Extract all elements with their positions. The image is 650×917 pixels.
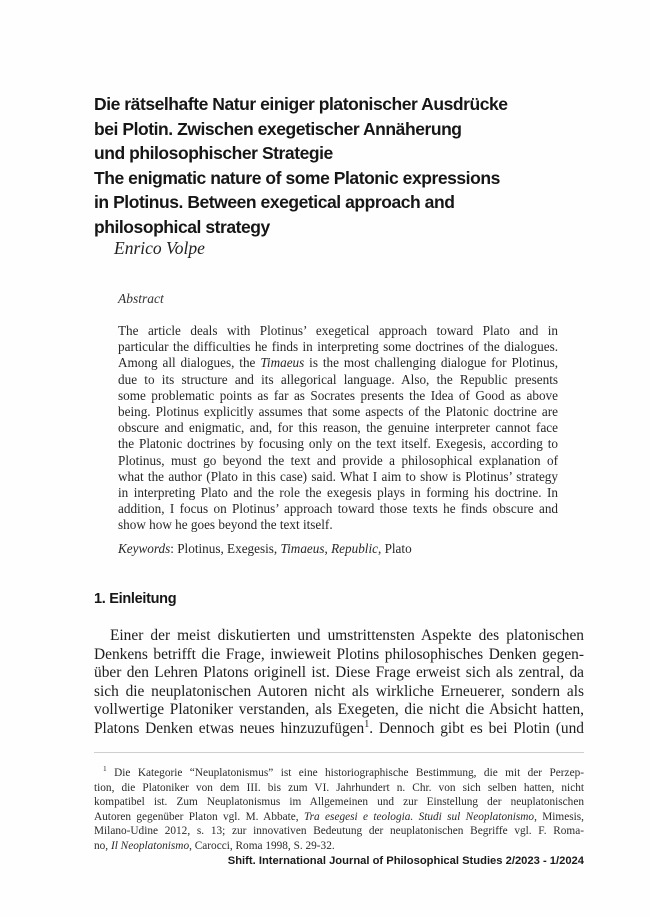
abstract-line: addition, I focus on Plotinus’ approach toward those texts he finds obscure and [118,501,558,517]
footnote-line: kompatibel ist. Zum Neuplatonismus im Allgemeinen und zur Einstellung der neuplatonischen [94,796,584,808]
footnote-line: tion, die Platoniker von dem III. bis zum VI. Jahrhundert n. Chr. von sich selben hatten, nicht [94,781,584,794]
abstract-line: in interpreting Plato and the role the exegesis plays in forming his doctrine. In [118,485,558,501]
footnote-line: $^1$ Die Kategorie “Neuplatonismus” ist eine historiographische Bestimmung, die mit der Perzep- [103,764,584,779]
footnote-line: Milano-Udine 2012, s. 13; zur innovativen Bedeutung der neuplatonischen Begriffe vgl. F. Roma- [94,825,584,837]
body-paragraph [94,627,584,739]
abstract-line: particular the difficulties he finds in interpreting some doctrines of the dialogues. [118,339,558,355]
journal-footer: Shift. International Journal of Philosophical Studies 2/2023 - 1/2024 [227,855,584,867]
body-line: vollwertige Platoniker verstanden, als Exegeten, die nicht die Absicht hatten, [94,701,584,719]
abstract-line: some problematic points as far as Socrates presents the Idea of Good as above [118,387,558,403]
abstract-line: Among all dialogues, the Timaeus is the most challenging dialogue for Plotinus, [118,355,558,371]
footnote-marker[interactable]: 1 [364,718,370,730]
footnote-line: no, Il Neoplatonismo, Carocci, Roma 1998, S. 29-32. [94,839,335,852]
title-line-de-3: und philosophischer Strategie [94,143,333,163]
body-line: Denkens betrifft die Frage, inwieweit Plotins philosophisches Denken gegen- [94,645,584,663]
keyword-italic: Republic [331,541,378,556]
article-title [94,92,594,239]
keywords-label: Keywords [118,541,171,556]
abstract-line: obscure and enigmatic, and, for this reason, the genuine interpreter cannot face [118,420,558,436]
abstract-line: Plotinus, must go beyond the text and provide a philosophical explanation of [118,452,558,468]
footnote-line: Autoren gegenüber Platon vgl. M. Abbate, Tra esegesi e teologia. Studi sul Neoplatonismo, Mimesis, [94,810,584,823]
section-heading: 1. Einleitung [94,591,177,607]
abstract-line: being. Plotinus explicitly assumes that some aspects of the Platonic doctrine are [118,404,558,420]
title-line-en-3: philosophical strategy [94,216,270,237]
footnote-number: 1 [103,764,107,774]
body-line: Platons Denken etwas neues hinzuzufügen$^1$. Dennoch gibt es bei Plotin (und [94,718,584,737]
cited-title: Il Neoplatonismo [110,839,190,852]
abstract-line: due to its structure and its allegorical language. Also, the Republic presents [118,371,558,387]
work-title: Timaeus [260,355,305,371]
abstract-text [118,323,558,534]
keyword-italic: Timaeus [280,541,325,556]
abstract-line: what the author (Plato in this case) said. What I aim to show is Plotinus’ strategy [118,468,558,484]
abstract-line: show how he goes beyond the text itself. [118,517,333,533]
keywords: Keywords: Plotinus, Exegesis, Timaeus, Republic, Plato [118,541,412,556]
title-line-en-1: The enigmatic nature of some Platonic expressions [94,167,500,188]
title-line-de-2: bei Plotin. Zwischen exegetischer Annäherung [94,118,462,139]
abstract-heading: Abstract [118,291,164,306]
abstract-line: The article deals with Plotinus’ exegetical approach toward Plato and in [118,323,558,338]
author-name: Enrico Volpe [114,238,205,258]
body-line: sich die neuplatonischen Autoren nicht als wirkliche Erneuerer, sondern als [94,682,584,700]
body-line: über den Lehren Platons originell ist. Diese Frage erweist sich als zentral, da [94,664,584,682]
cited-title: Tra esegesi e teologia. Studi sul Neoplatonismo [303,810,535,823]
footnote [94,766,584,853]
title-line-en-2: in Plotinus. Between exegetical approach and [94,192,455,212]
footnote-divider [94,752,584,753]
body-line: Einer der meist diskutierten und umstrittensten Aspekte des platonischen [110,627,584,644]
abstract-line: the Platonic doctrines by focusing only on the text itself. Exegesis, according to [118,436,558,452]
title-line-de-1: Die rätselhafte Natur einiger platonischer Ausdrücke [94,94,508,114]
